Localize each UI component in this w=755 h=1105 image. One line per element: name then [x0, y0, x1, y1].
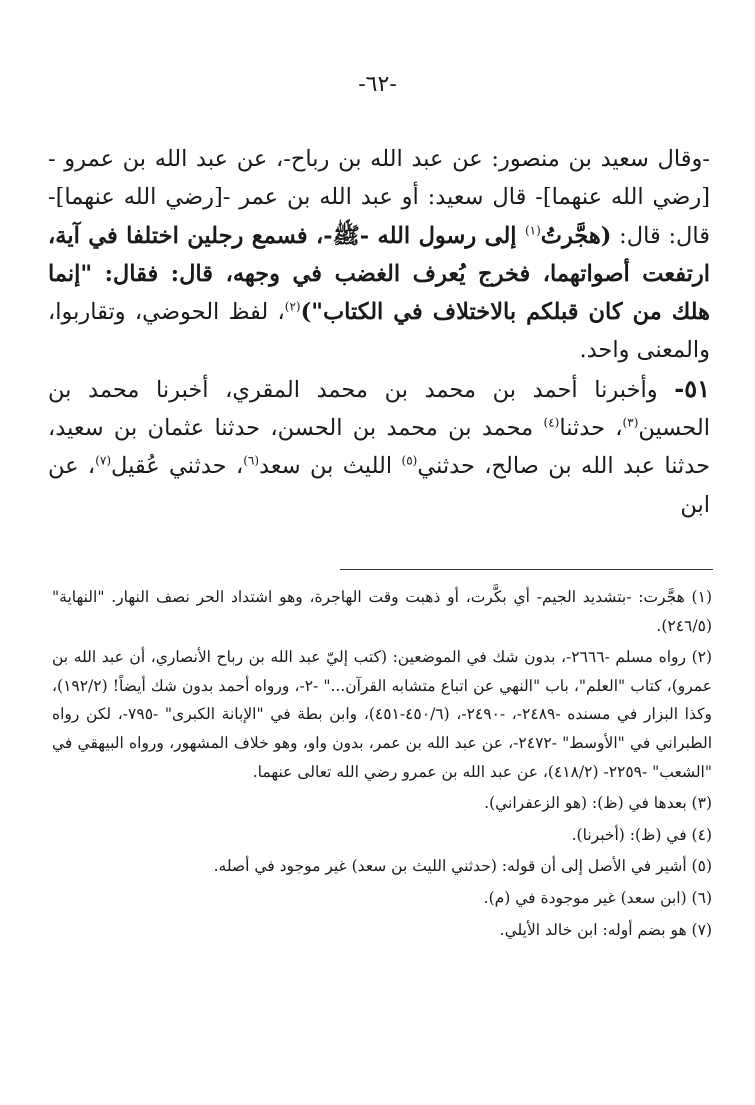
p2-text-4: الليث بن سعد	[259, 453, 402, 480]
hadith-number: ٥١-	[674, 373, 710, 403]
p2-text-1: وأخبرنا أحمد بن محمد بن محمد المقري، أخبرنا محمد بن الحسين	[48, 376, 710, 442]
footnote-ref-4[interactable]: (٤)	[543, 415, 560, 430]
paragraph-2	[48, 370, 710, 524]
footnote-1: (١) هجَّرت: -بتشديد الجيم- أي بكَّرت، أو ذهبت وقت الهاجرة، وهو اشتداد الحر نصف النهار. "النهاية" (٢٤٦/٥).	[52, 588, 712, 635]
footnote-2: (٢) رواه مسلم -٢٦٦٦-، بدون شك في الموضعين: (كتب إليّ عبد الله بن رباح الأنصاري، أن عبد الله بن عمرو)، كتاب "العلم"، باب "النهي عن اتباع متشابه القرآن..." -٢-، ورواه أحمد بدون شك أيضاً! (١٩٢/٢)، وكذا البزار في مسنده -٢٤٨٩-، -٢٤٩٠-، (٤٥٠/٦-٤٥١)، وابن بطة في "الإبانة الكبرى" -٧٩٥-، لكن رواه الطبراني في "الأوسط" -٢٤٧٢-، عن عبد الله بن عمر، بدون واو، وهو خلاف المشهور، ورواه البيهقي في "الشعب" -٢٢٥٩- (٤١٨/٢)، عن عبد الله بن عمرو رضي الله تعالى عنهما.	[52, 648, 713, 781]
p2-text-6: ، عن ابن	[48, 453, 710, 518]
footnote-ref-7[interactable]: (٧)	[95, 453, 112, 468]
footnote-5: (٥) أشير في الأصل إلى أن قوله: (حدثني الليث بن سعد) غير موجود في أصله.	[213, 857, 712, 876]
footnote-4: (٤) في (ظ): (أخبرنا).	[571, 825, 712, 844]
main-text	[48, 140, 710, 524]
page-number: -٦٢-	[358, 72, 397, 97]
p1-bold-2: إلى رسول الله -ﷺ-، فسمع رجلين اختلفا في آية، ارتفعت أصواتهما، فخرج يُعرف الغضب في وجهه، قال: فقال: "إنما هلك من كان قبلكم بالاختلاف في الكتاب")	[48, 222, 710, 326]
footnote-ref-6[interactable]: (٦)	[243, 453, 260, 468]
p1-text-1: -وقال سعيد بن منصور: عن عبد الله بن رباح-، عن عبد الله بن عمرو -[رضي الله عنهما]- قال سعيد: أو عبد الله بن عمر -[رضي الله عنهما]- قال: قال:	[48, 146, 710, 249]
footnote-divider	[340, 569, 713, 570]
footnote-ref-1[interactable]: (١)	[524, 223, 541, 238]
paragraph-1	[48, 140, 710, 370]
footnote-ref-5[interactable]: (٥)	[401, 453, 418, 468]
footnote-ref-2[interactable]: (٢)	[284, 299, 301, 314]
p1-bold-1: (هجَّرتُ	[540, 222, 612, 249]
footnote-ref-3[interactable]: (٣)	[622, 415, 639, 430]
p2-text-3: محمد بن محمد بن الحسن، حدثنا عثمان بن سعيد، حدثنا عبد الله بن صالح، حدثني	[48, 415, 711, 480]
footnote-7: (٧) هو بضم أوله: ابن خالد الأيلي.	[499, 920, 712, 939]
footnotes	[52, 583, 712, 947]
footnote-3: (٣) بعدها في (ظ): (هو الزعفراني).	[484, 794, 712, 813]
p2-text-5: ، حدثني عُقيل	[111, 453, 244, 480]
footnote-6: (٦) (ابن سعد) غير موجودة في (م).	[483, 888, 712, 907]
p2-text-2: ، حدثنا	[559, 415, 623, 442]
p1-text-2: ، لفظ الحوضي، وتقاربوا، والمعنى واحد.	[48, 299, 710, 364]
